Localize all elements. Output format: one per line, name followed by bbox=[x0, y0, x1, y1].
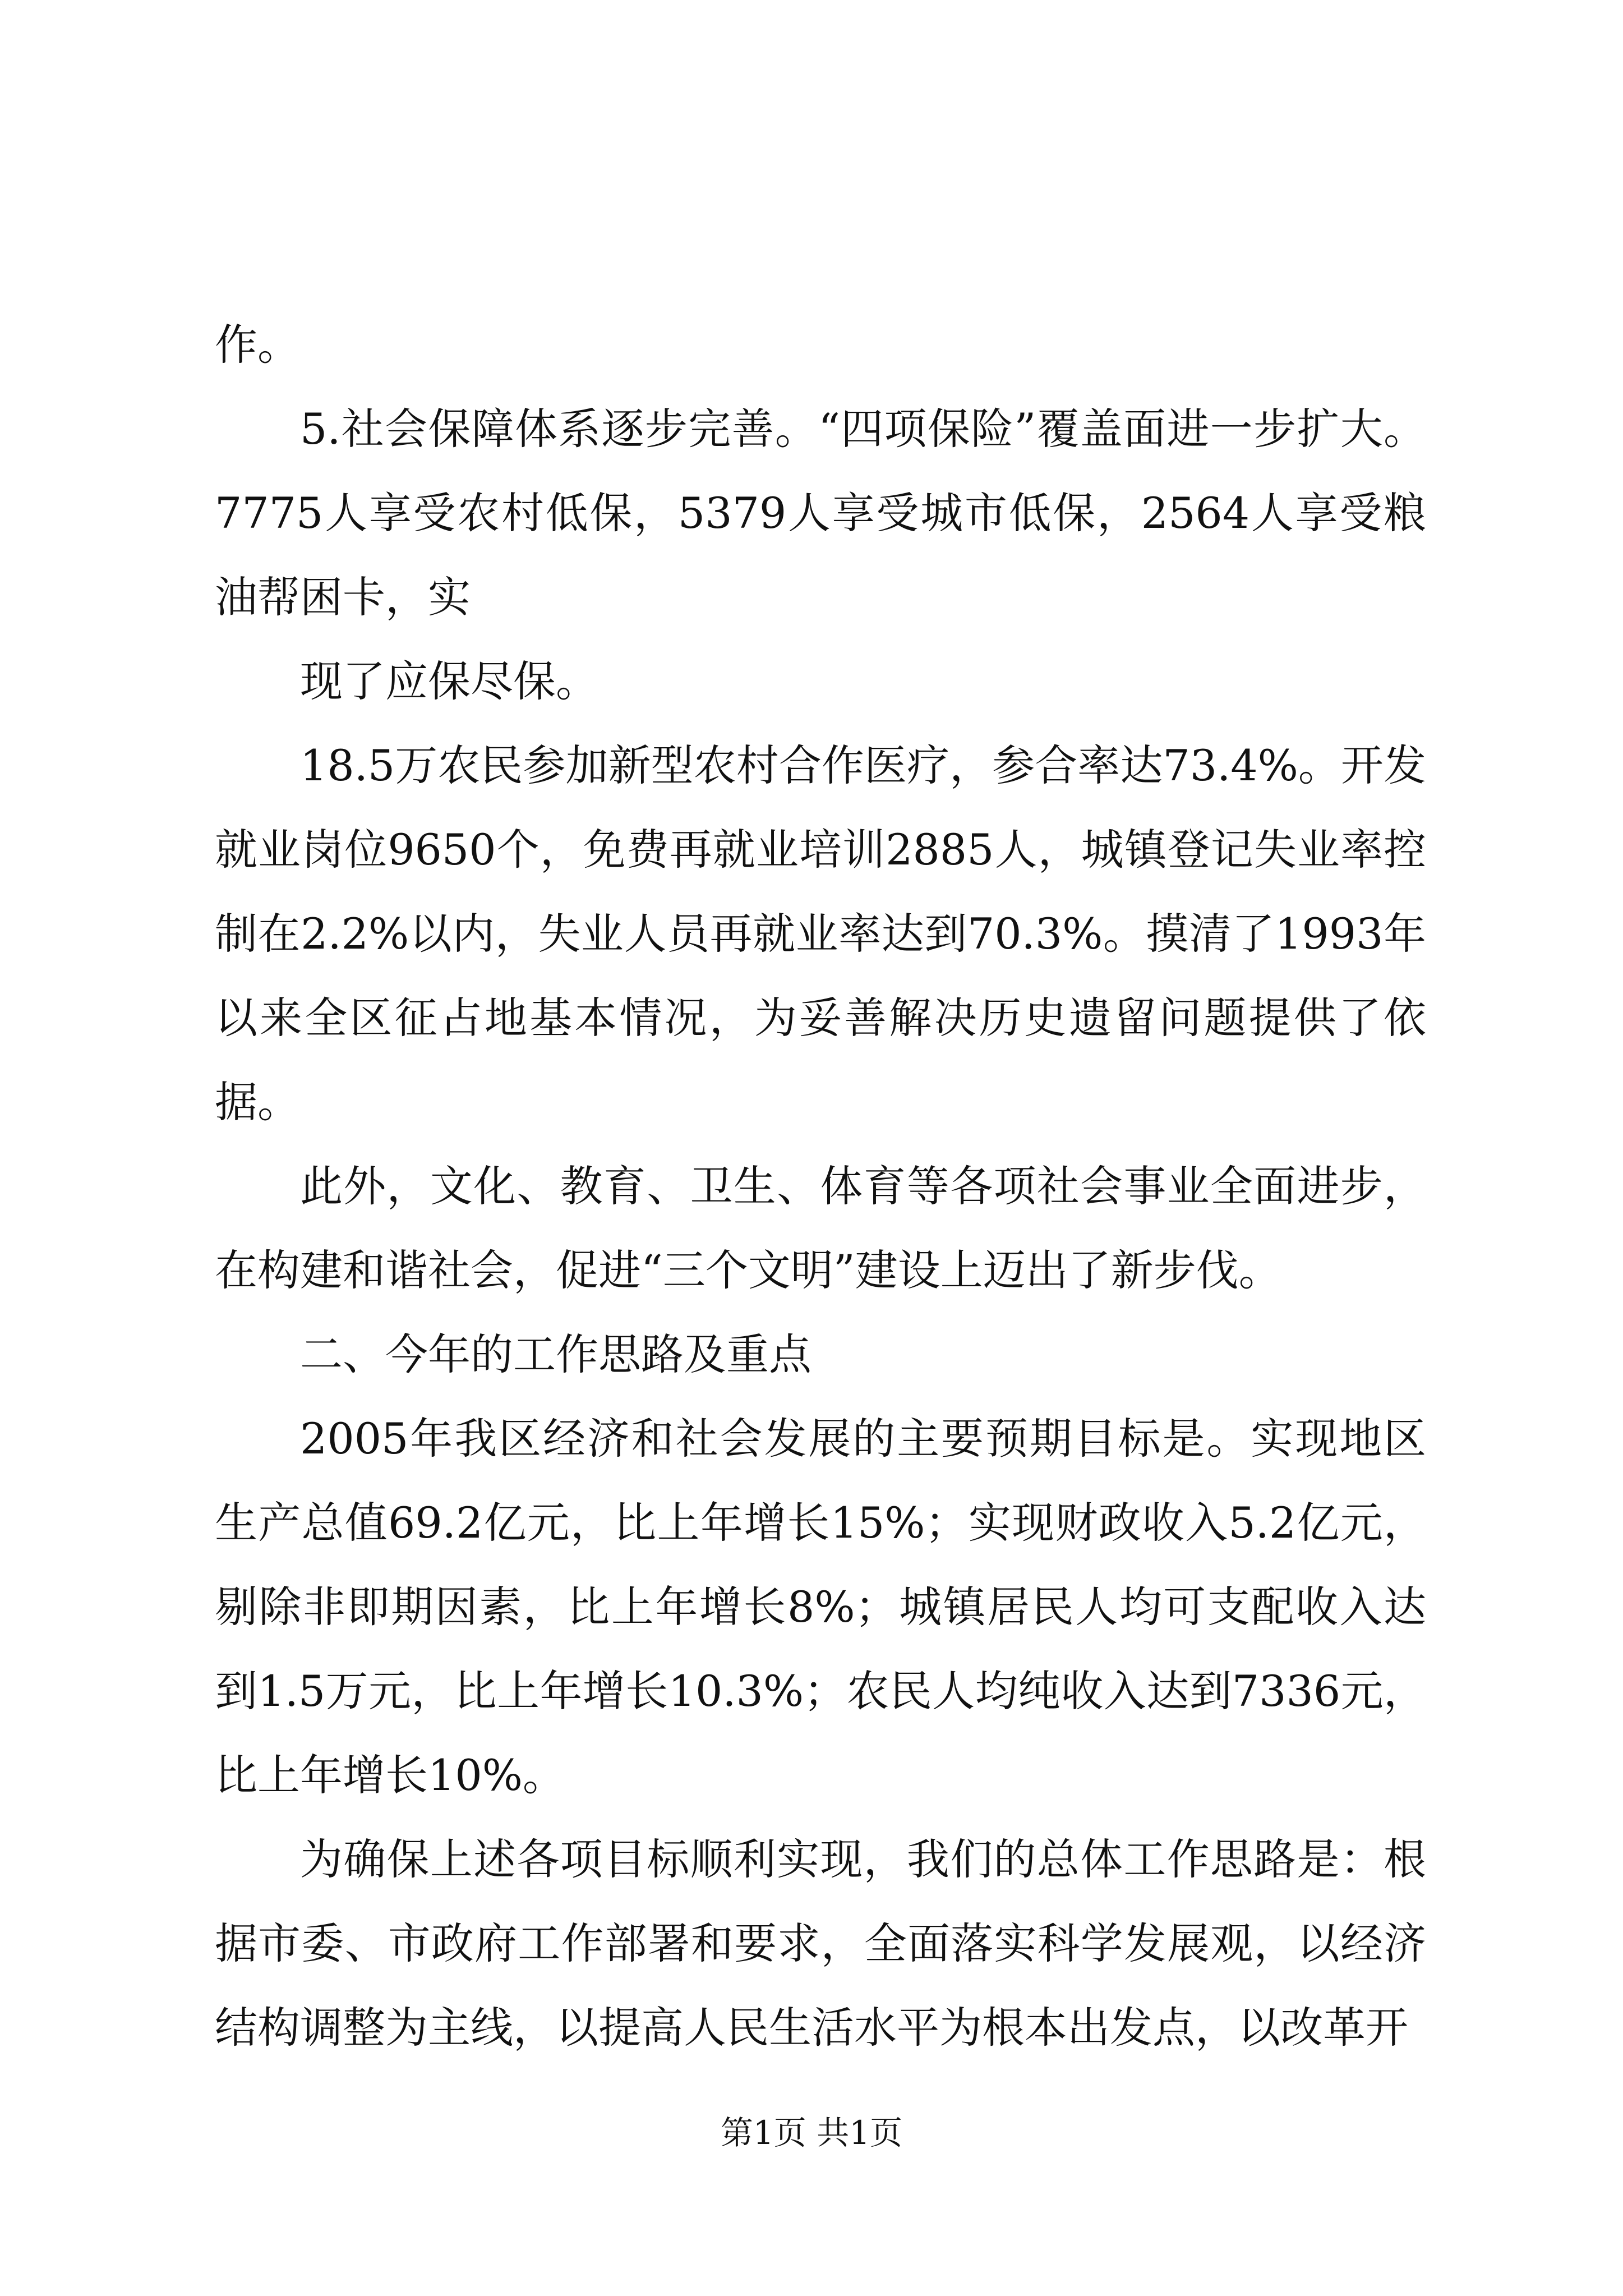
paragraph-5: 此外，文化、教育、卫生、体育等各项社会事业全面进步，在构建和谐社会，促进“三个文明”建设上迈出了新步伐。 bbox=[215, 1161, 1426, 1295]
paragraph-8: 为确保上述各项目标顺利实现，我们的总体工作思路是：根据市委、市政府工作部署和要求，全面落实科学发展观，以经济结构调整为主线，以提高人民生活水平为根本出发点，以改革开 bbox=[215, 1834, 1426, 2053]
paragraph-4: 18.5万农民参加新型农村合作医疗，参合率达73.4%。开发就业岗位9650个，免费再就业培训2885人，城镇登记失业率控制在2.2%以内，失业人员再就业率达到70.3%。摸清了1993年以来全区征占地基本情况，为妥善解决历史遗留问题提供了依据。 bbox=[215, 740, 1426, 1127]
paragraph-1: 作。 bbox=[215, 320, 300, 370]
document-body bbox=[215, 303, 1426, 2070]
paragraph-2: 5.社会保障体系逐步完善。“四项保险”覆盖面进一步扩大。7775人享受农村低保，5379人享受城市低保，2564人享受粮油帮困卡，实 bbox=[215, 404, 1426, 622]
paragraph-3: 现了应保尽保。 bbox=[300, 656, 598, 706]
paragraph-7: 2005年我区经济和社会发展的主要预期目标是。实现地区生产总值69.2亿元，比上年增长15%；实现财政收入5.2亿元，剔除非即期因素，比上年增长8%；城镇居民人均可支配收入达到1.5万元，比上年增长10.3%；农民人均纯收入达到7336元，比上年增长10%。 bbox=[215, 1414, 1426, 1800]
page-footer bbox=[0, 2110, 1623, 2155]
section-heading: 二、今年的工作思路及重点 bbox=[300, 1329, 811, 1379]
page-number-label: 第1页 共1页 bbox=[720, 2114, 903, 2152]
